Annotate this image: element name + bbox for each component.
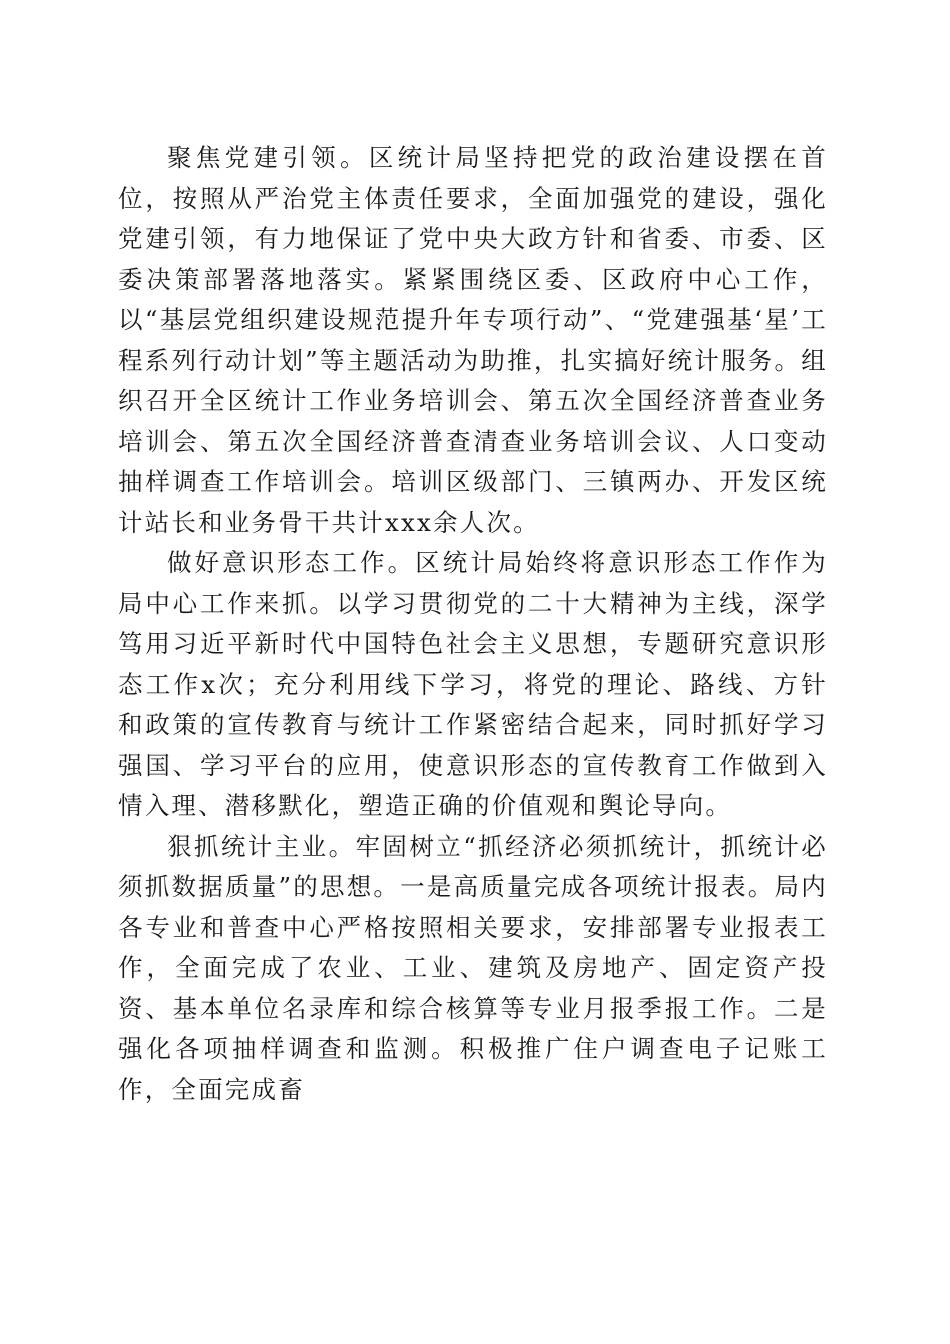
- paragraph-party-building: 聚焦党建引领。区统计局坚持把党的政治建设摆在首位，按照从严治党主体责任要求，全面加强党的建设，强化党建引领，有力地保证了党中央大政方针和省委、市委、区委决策部署落地落实。紧紧围绕区委、区政府中心工作，以“基层党组织建设规范提升年专项行动”、“党建强基‘星’工程系列行动计划”等主题活动为助推，扎实搞好统计服务。组织召开全区统计工作业务培训会、第五次全国经济普查业务培训会、第五次全国经济普查清查业务培训会议、人口变动抽样调查工作培训会。培训区级部门、三镇两办、开发区统计站长和业务骨干共计xxx余人次。: [118, 143, 828, 537]
- paragraph-statistics-work: 狠抓统计主业。牢固树立“抓经济必须抓统计，抓统计必须抓数据质量”的思想。一是高质量完成各项统计报表。局内各专业和普查中心严格按照相关要求，安排部署专业报表工作，全面完成了农业、工业、建筑及房地产、固定资产投资、基本单位名录库和综合核算等专业月报季报工作。二是强化各项抽样调查和监测。积极推广住户调查电子记账工作，全面完成畜: [118, 831, 828, 1104]
- paragraph-ideology-work: 做好意识形态工作。区统计局始终将意识形态工作作为局中心工作来抓。以学习贯彻党的二十大精神为主线，深学笃用习近平新时代中国特色社会主义思想，专题研究意识形态工作x次；充分利用线下学习，将党的理论、路线、方针和政策的宣传教育与统计工作紧密结合起来，同时抓好学习强国、学习平台的应用，使意识形态的宣传教育工作做到入情入理、潜移默化，塑造正确的价值观和舆论导向。: [118, 548, 828, 820]
- document-body: [118, 138, 828, 1110]
